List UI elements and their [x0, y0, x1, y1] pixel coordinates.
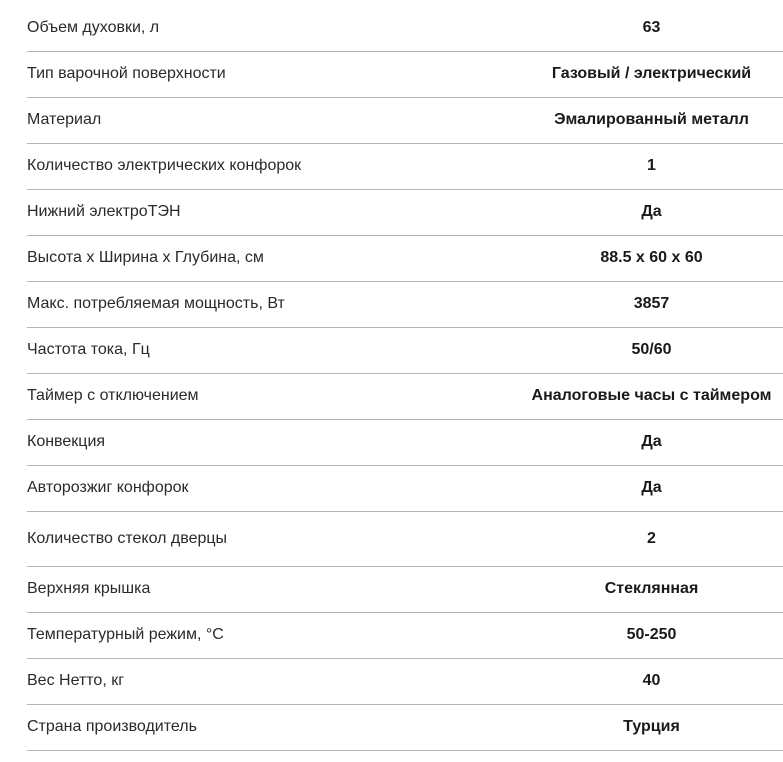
- spec-label: Макс. потребляемая мощность, Вт: [27, 295, 285, 312]
- spec-value: 50-250: [626, 626, 677, 643]
- spec-value: 2: [647, 529, 656, 547]
- spec-row: [0, 658, 783, 704]
- spec-label: Страна производитель: [27, 718, 197, 735]
- spec-value: 40: [642, 672, 661, 689]
- spec-row: [0, 704, 783, 750]
- spec-row: [0, 612, 783, 658]
- spec-value: Да: [641, 203, 662, 220]
- spec-value: Стеклянная: [604, 580, 699, 597]
- spec-row: [0, 373, 783, 419]
- spec-label: Объем духовки, л: [27, 19, 160, 36]
- spec-value: 1: [647, 157, 656, 174]
- spec-label: Нижний электроТЭН: [27, 203, 181, 220]
- spec-row: [0, 189, 783, 235]
- spec-label: Тип варочной поверхности: [27, 65, 226, 82]
- spec-value: Да: [641, 479, 662, 496]
- spec-value: 63: [642, 19, 661, 36]
- spec-row: [0, 97, 783, 143]
- spec-label: Количество стекол дверцы: [27, 529, 228, 547]
- spec-value: 88.5 x 60 x 60: [600, 249, 703, 266]
- spec-label: Высота x Ширина x Глубина, см: [27, 249, 264, 266]
- spec-row: [0, 566, 783, 612]
- spec-label: Температурный режим, °C: [27, 626, 224, 643]
- spec-row: [0, 327, 783, 373]
- row-divider: [27, 750, 783, 751]
- spec-row: [0, 5, 783, 51]
- spec-value: 3857: [633, 295, 670, 312]
- spec-value: Эмалированный металл: [554, 111, 749, 128]
- spec-row: [0, 281, 783, 327]
- spec-row: [0, 51, 783, 97]
- spec-value: Да: [641, 433, 662, 450]
- spec-label: Верхняя крышка: [27, 580, 151, 597]
- spec-row: [0, 419, 783, 465]
- spec-label: Таймер с отключением: [27, 387, 199, 404]
- spec-value: Аналоговые часы с таймером: [531, 387, 772, 404]
- spec-label: Частота тока, Гц: [27, 341, 150, 358]
- spec-row: [0, 465, 783, 511]
- spec-value: Турция: [623, 718, 680, 735]
- spec-row: [0, 143, 783, 189]
- spec-label: Вес Нетто, кг: [27, 672, 125, 689]
- spec-label: Конвекция: [27, 433, 106, 450]
- spec-value: Газовый / электрический: [551, 65, 752, 82]
- spec-row: [0, 235, 783, 281]
- spec-label: Количество электрических конфорок: [27, 157, 302, 174]
- spec-row: [0, 511, 783, 566]
- spec-value: 50/60: [631, 341, 672, 358]
- spec-label: Авторозжиг конфорок: [27, 479, 189, 496]
- spec-label: Материал: [27, 111, 102, 128]
